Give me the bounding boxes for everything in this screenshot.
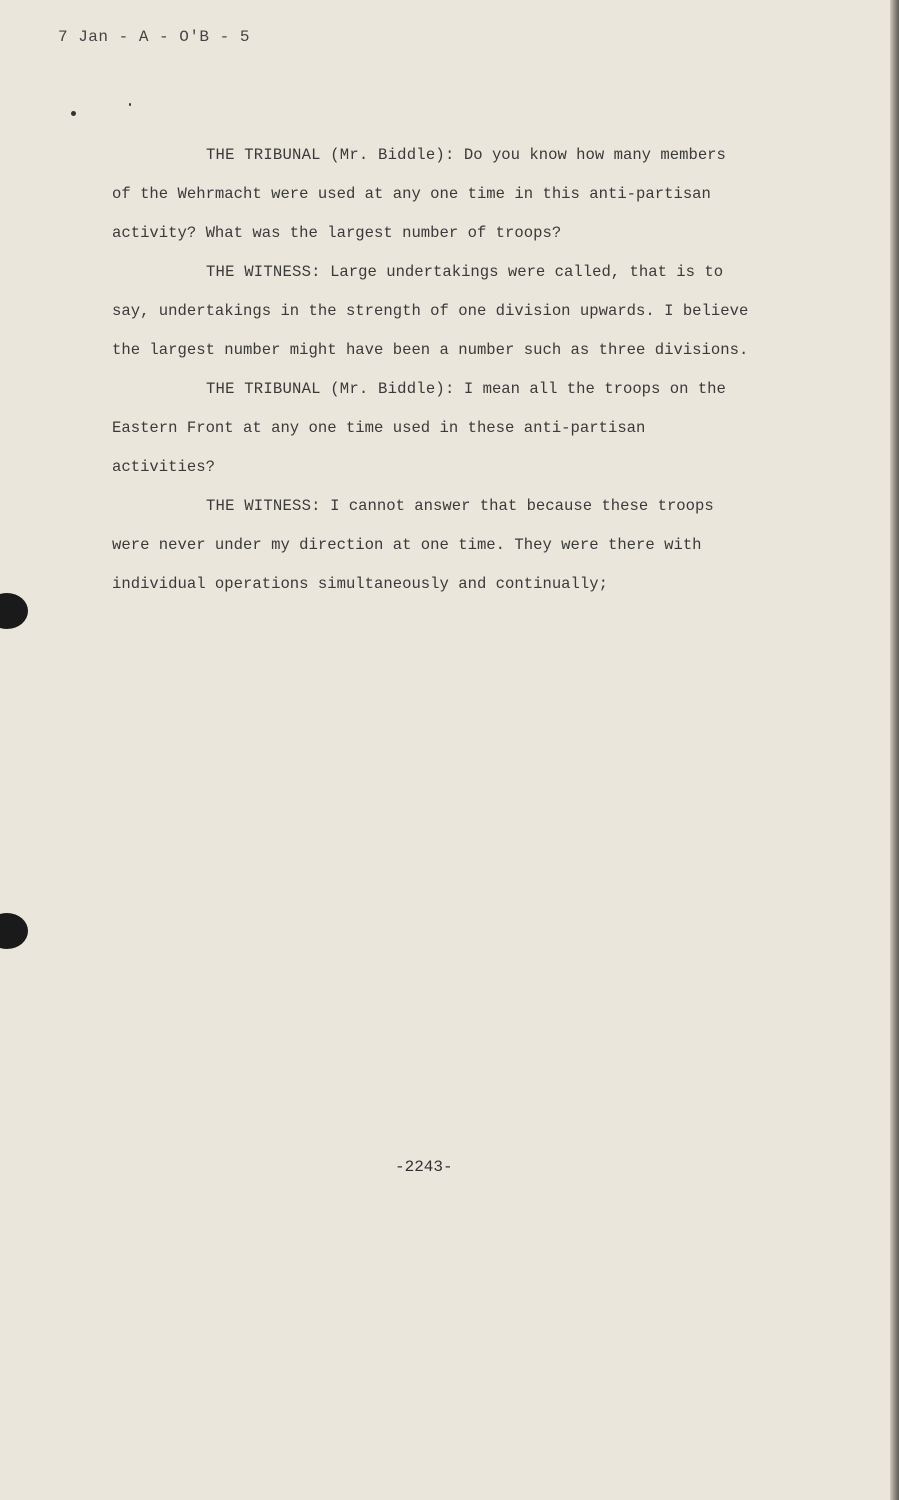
ink-mark [71,111,76,116]
transcript-paragraph [112,370,752,487]
speaker-label: THE TRIBUNAL (Mr. Biddle): [206,146,455,164]
transcript-paragraph [112,253,752,370]
page-number: -2243- [395,1158,453,1176]
transcript-paragraph [112,487,752,604]
paragraph-text: Do you know how many members of the Wehrmacht were used at any one time in this anti-partisan activity? What was the largest number of troops? [112,146,726,242]
page-edge-shadow [890,0,899,1500]
transcript-paragraph [112,136,752,253]
speaker-label: THE WITNESS: [206,263,321,281]
speaker-label: THE TRIBUNAL (Mr. Biddle): [206,380,455,398]
ink-mark [129,103,131,106]
transcript-body [112,136,752,604]
paragraph-text: I cannot answer that because these troops were never under my direction at one time. They were there with individual operations simultaneously and continually; [112,497,714,593]
punch-hole-bottom [0,913,28,949]
document-reference: 7 Jan - A - O'B - 5 [58,28,250,46]
paragraph-text: Large undertakings were called, that is to say, undertakings in the strength of one division upwards. I believe the largest number might have been a number such as three divisions. [112,263,749,359]
punch-hole-top [0,593,28,629]
speaker-label: THE WITNESS: [206,497,321,515]
paragraph-text: I mean all the troops on the Eastern Front at any one time used in these anti-partisan activities? [112,380,726,476]
